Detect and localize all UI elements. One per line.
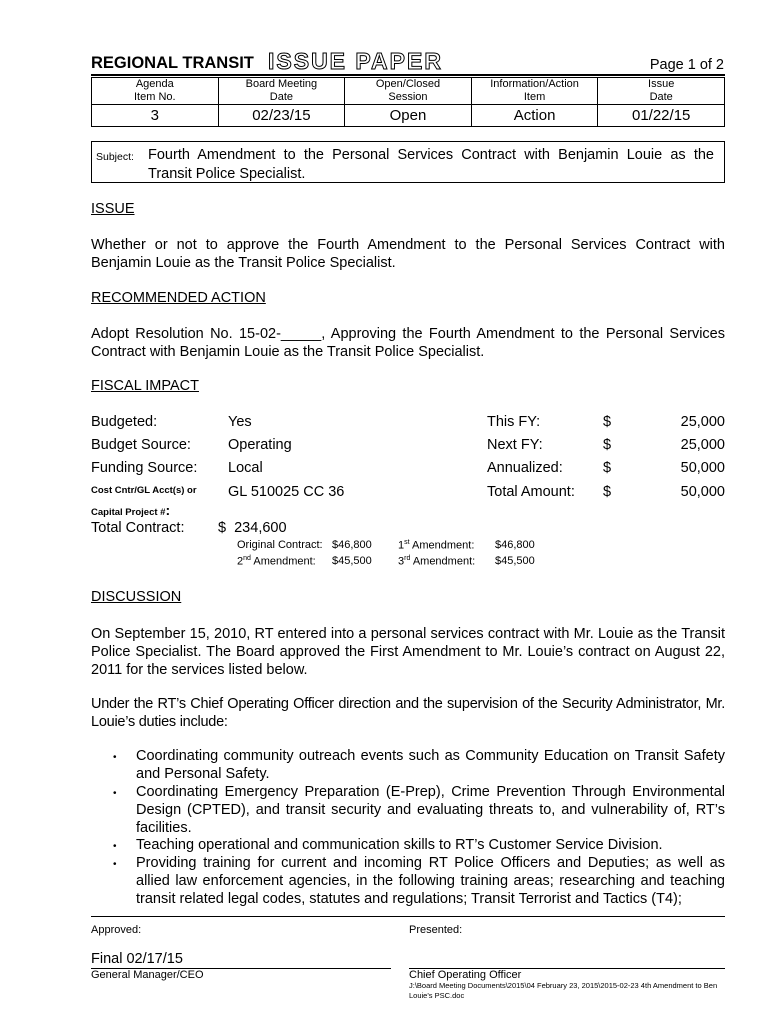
annualized-label: Annualized: bbox=[487, 460, 563, 476]
final-date: Final 02/17/15 bbox=[91, 951, 183, 967]
session-value: Open bbox=[345, 105, 472, 127]
next-fy-label: Next FY: bbox=[487, 437, 543, 453]
approved-label: Approved: bbox=[91, 924, 142, 936]
first-amendment-value: $46,800 bbox=[495, 539, 535, 551]
cost-center-label: Cost Cntr/GL Acct(s) or bbox=[91, 485, 197, 496]
doc-type-title: ISSUE PAPER bbox=[268, 48, 443, 74]
original-contract-value: $46,800 bbox=[332, 539, 372, 551]
bullet-marker: • bbox=[113, 788, 117, 799]
next-fy-amount: 25,000 bbox=[680, 437, 725, 453]
third-amendment-value: $45,500 bbox=[495, 555, 535, 567]
annualized-amount: 50,000 bbox=[680, 460, 725, 476]
meeting-date-value: 02/23/15 bbox=[218, 105, 345, 127]
annualized-currency: $ bbox=[603, 460, 612, 476]
header-info-table bbox=[91, 77, 725, 127]
first-amendment-label: 1st Amendment: bbox=[398, 539, 475, 552]
this-fy-amount: 25,000 bbox=[680, 414, 725, 430]
gm-title: General Manager/CEO bbox=[91, 969, 204, 981]
subject-text: Fourth Amendment to the Personal Services Contract with Benjamin Louie as the Transit Police Specialist. bbox=[148, 147, 714, 182]
total-contract-value: $ 234,600 bbox=[218, 520, 287, 536]
issue-date-value: 01/22/15 bbox=[598, 105, 725, 127]
second-amendment-value: $45,500 bbox=[332, 555, 372, 567]
info-action-label: Information/Action Item bbox=[471, 78, 598, 105]
header-rule bbox=[91, 74, 725, 76]
funding-source-label: Funding Source: bbox=[91, 460, 198, 476]
total-amount-currency: $ bbox=[603, 484, 612, 500]
agenda-item-label: Agenda Item No. bbox=[92, 78, 219, 105]
page-number: Page 1 of 2 bbox=[649, 57, 724, 73]
session-label: Open/Closed Session bbox=[345, 78, 472, 105]
budgeted-value: Yes bbox=[228, 414, 252, 430]
this-fy-label: This FY: bbox=[487, 414, 541, 430]
duty-item-3: Teaching operational and communication skills to RT’s Customer Service Division. bbox=[136, 837, 663, 853]
funding-source-value: Local bbox=[228, 460, 263, 476]
bullet-marker: • bbox=[113, 841, 117, 852]
next-fy-currency: $ bbox=[603, 437, 612, 453]
coo-title: Chief Operating Officer bbox=[409, 969, 522, 981]
subject-label: Subject: bbox=[96, 151, 134, 163]
second-amendment-label: 2nd Amendment: bbox=[237, 555, 316, 568]
budget-source-label: Budget Source: bbox=[91, 437, 191, 453]
info-action-value: Action bbox=[471, 105, 598, 127]
org-name: REGIONAL TRANSIT bbox=[91, 54, 254, 72]
bullet-marker: • bbox=[113, 752, 117, 763]
original-contract-label: Original Contract: bbox=[237, 539, 323, 551]
fiscal-heading: FISCAL IMPACT bbox=[91, 378, 199, 394]
issue-heading: ISSUE bbox=[91, 201, 135, 217]
third-amendment-label: 3rd Amendment: bbox=[398, 555, 476, 568]
agenda-item-value: 3 bbox=[92, 105, 219, 127]
budget-source-value: Operating bbox=[228, 437, 292, 453]
duty-item-1: Coordinating community outreach events such as Community Education on Transit Safety and Personal Safety. bbox=[136, 748, 725, 782]
discussion-para-1: On September 15, 2010, RT entered into a personal services contract with Mr. Louie as the Transit Police Specialist. The Board approved the First Amendment to Mr. Louie’s contract on August 22, 2011 for the services listed below. bbox=[91, 626, 725, 678]
meeting-date-label: Board Meeting Date bbox=[218, 78, 345, 105]
issue-text: Whether or not to approve the Fourth Amendment to the Personal Services Contract with Benjamin Louie as the Transit Police Specialist. bbox=[91, 237, 725, 271]
discussion-heading: DISCUSSION bbox=[91, 589, 182, 605]
footer-rule bbox=[91, 916, 725, 917]
duty-item-4: Providing training for current and incoming RT Police Officers and Deputies; as well as allied law enforcement agencies, in the following training areas; researching and teaching transit related legal codes, statutes and regulations; Transit Terrorist and Tactics (T4); bbox=[136, 855, 725, 907]
duty-item-2: Coordinating Emergency Preparation (E-Prep), Crime Prevention Through Environmental Design (CPTED), and transit security and evaluating threats to, and vulnerability of, RT’s facilities. bbox=[136, 784, 725, 836]
this-fy-currency: $ bbox=[603, 414, 612, 430]
bullet-marker: • bbox=[113, 859, 117, 870]
total-amount-label: Total Amount: bbox=[487, 484, 575, 500]
capital-project-label: Capital Project #: bbox=[91, 502, 171, 518]
total-contract-label: Total Contract: bbox=[91, 520, 185, 536]
recommended-text: Adopt Resolution No. 15-02-_____, Approving the Fourth Amendment to the Personal Services Contract with Benjamin Louie as the Transit Police Specialist. bbox=[91, 326, 725, 360]
total-amount-value: 50,000 bbox=[680, 484, 725, 500]
file-path: J:\Board Meeting Documents\2015\04 February 23, 2015\2015-02-23 4th Amendment to Ben Louie's PSC.doc bbox=[409, 981, 718, 1000]
budgeted-label: Budgeted: bbox=[91, 414, 158, 430]
recommended-heading: RECOMMENDED ACTION bbox=[91, 290, 266, 306]
cost-center-value: GL 510025 CC 36 bbox=[228, 484, 345, 500]
issue-date-label: Issue Date bbox=[598, 78, 725, 105]
presented-label: Presented: bbox=[409, 924, 463, 936]
discussion-para-2: Under the RT’s Chief Operating Officer direction and the supervision of the Security Administrator, Mr. Louie’s duties include: bbox=[91, 696, 725, 730]
